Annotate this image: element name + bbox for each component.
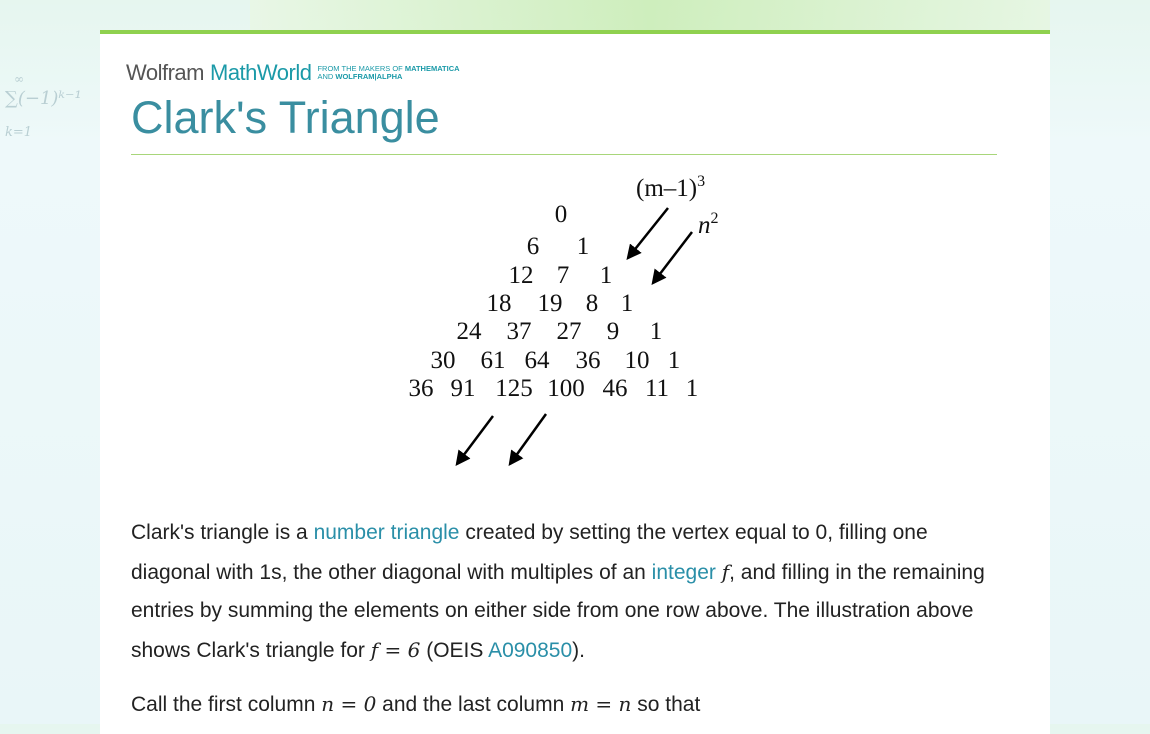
paragraph-columns: Call the first column n = 0 and the last column m = n so that [131, 692, 701, 716]
triangle-entry: 9 [606, 318, 620, 345]
arrow-n-diagonal [653, 232, 692, 283]
triangle-entry: 1 [576, 233, 590, 260]
paragraph-definition: Clark's triangle is a number triangle created by setting the vertex equal to 0, filling one diagonal with 1s, the other diagonal with multiples of an integer f, and filling in the remaining entries by summing the elements on either side from one row above. The illustration above shows Clark's triangle for f = 6 (OEIS A090850). [131, 521, 985, 662]
triangle-entry: 30 [430, 347, 456, 374]
arrow-down-left-1 [457, 416, 493, 464]
triangle-entry: 10 [624, 347, 650, 374]
link-oeis-a090850[interactable]: A090850 [488, 638, 573, 662]
triangle-entry: 61 [480, 347, 506, 374]
page-title: Clark's Triangle [131, 92, 440, 143]
header-glow [250, 0, 1050, 30]
triangle-entry: 46 [602, 375, 628, 402]
background-formula: ∑(−1)ᵏ⁻¹ [5, 88, 82, 109]
triangle-entry: 64 [524, 347, 550, 374]
label-m-minus-1-cubed: $(m-1)^3$ [636, 173, 706, 202]
triangle-entry: 11 [644, 375, 670, 402]
triangle-entry: 8 [585, 290, 599, 317]
triangle-entry: 18 [486, 290, 512, 317]
triangle-entry: 19 [537, 290, 563, 317]
triangle-entry: 6 [526, 233, 540, 260]
triangle-entry: 36 [408, 375, 434, 402]
arrow-m-diagonal [628, 208, 668, 258]
background-formula-index: k=1 [5, 125, 33, 140]
triangle-entry: 24 [456, 318, 482, 345]
triangle-numbers [409, 201, 699, 402]
triangle-entry: 91 [450, 375, 476, 402]
link-integer[interactable]: integer [651, 560, 716, 584]
label-n-squared: $n^2$ [698, 210, 719, 239]
logo-wolfram: Wolfram [126, 60, 204, 85]
arrow-down-left-2 [510, 414, 546, 464]
triangle-entry: 1 [667, 347, 681, 374]
triangle-entry: 1 [685, 375, 699, 402]
logo-mathworld: MathWorld [210, 60, 312, 85]
clarks-triangle-figure [100, 34, 1050, 504]
triangle-entry: 27 [556, 318, 582, 345]
triangle-entry: 37 [506, 318, 532, 345]
triangle-entry: 1 [599, 262, 613, 289]
triangle-entry: 36 [575, 347, 601, 374]
background-formula-limit: ∞ [14, 72, 24, 86]
triangle-entry: 12 [508, 262, 534, 289]
triangle-entry: 0 [554, 201, 568, 228]
triangle-entry: 1 [649, 318, 663, 345]
triangle-entry: 1 [620, 290, 634, 317]
logo-tagline: FROM THE MAKERS OF MATHEMATICA AND WOLFRAM|ALPHA [317, 64, 460, 81]
triangle-entry: 125 [495, 375, 533, 402]
content-card [100, 30, 1050, 734]
link-number-triangle[interactable]: number triangle [313, 521, 460, 544]
triangle-entry: 100 [547, 375, 585, 402]
triangle-entry: 7 [556, 262, 570, 289]
